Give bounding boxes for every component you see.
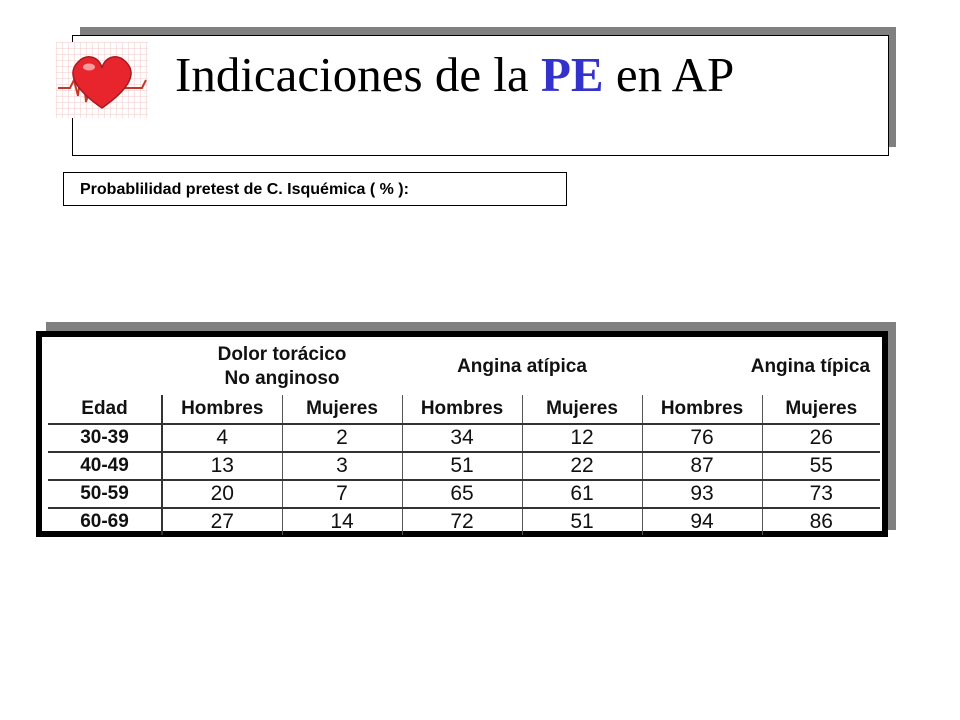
age-cell: 50-59 [48, 480, 162, 508]
group-header-atypical [402, 339, 642, 395]
value-cell: 22 [522, 452, 642, 480]
value-cell: 3 [282, 452, 402, 480]
title-accent: PE [540, 47, 604, 102]
value-cell: 27 [162, 508, 282, 535]
group-header-typical [642, 339, 880, 395]
value-cell: 76 [642, 424, 762, 452]
table-inner [42, 337, 882, 531]
column-header: Mujeres [282, 395, 402, 424]
column-header: Hombres [642, 395, 762, 424]
subtitle-text: Probablilidad pretest de C. Isquémica ( % ): [80, 181, 409, 198]
value-cell: 94 [642, 508, 762, 535]
value-cell: 51 [402, 452, 522, 480]
group-header-line1: Angina atípica [457, 356, 587, 377]
value-cell: 4 [162, 424, 282, 452]
title-after: en AP [603, 47, 735, 102]
header-blank [48, 339, 162, 395]
group-header-row [48, 339, 880, 395]
value-cell: 93 [642, 480, 762, 508]
value-cell: 34 [402, 424, 522, 452]
value-cell: 73 [762, 480, 880, 508]
group-header-line2: No anginoso [224, 368, 340, 389]
value-cell: 61 [522, 480, 642, 508]
column-header: Mujeres [762, 395, 880, 424]
value-cell: 65 [402, 480, 522, 508]
value-cell: 72 [402, 508, 522, 535]
table-row [48, 480, 880, 508]
heart-ecg-icon [56, 42, 148, 118]
group-header-line1: Angina típica [750, 356, 871, 377]
column-header: Hombres [402, 395, 522, 424]
value-cell: 86 [762, 508, 880, 535]
table-row [48, 452, 880, 480]
table-row [48, 508, 880, 535]
value-cell: 51 [522, 508, 642, 535]
age-cell: 40-49 [48, 452, 162, 480]
value-cell: 55 [762, 452, 880, 480]
value-cell: 13 [162, 452, 282, 480]
value-cell: 7 [282, 480, 402, 508]
value-cell: 12 [522, 424, 642, 452]
column-header-row [48, 395, 880, 424]
age-cell: 30-39 [48, 424, 162, 452]
value-cell: 20 [162, 480, 282, 508]
table-row [48, 424, 880, 452]
value-cell: 2 [282, 424, 402, 452]
age-header: Edad [48, 395, 162, 424]
group-header-line1: Dolor torácico [217, 344, 347, 365]
page-title [175, 44, 875, 106]
value-cell: 14 [282, 508, 402, 535]
column-header: Mujeres [522, 395, 642, 424]
group-header-nonanginal [162, 339, 402, 395]
subtitle-box [63, 172, 567, 206]
value-cell: 26 [762, 424, 880, 452]
table-frame [36, 331, 888, 537]
age-cell: 60-69 [48, 508, 162, 535]
value-cell: 87 [642, 452, 762, 480]
column-header: Hombres [162, 395, 282, 424]
probability-table [48, 339, 880, 535]
title-before: Indicaciones de la [175, 47, 541, 102]
